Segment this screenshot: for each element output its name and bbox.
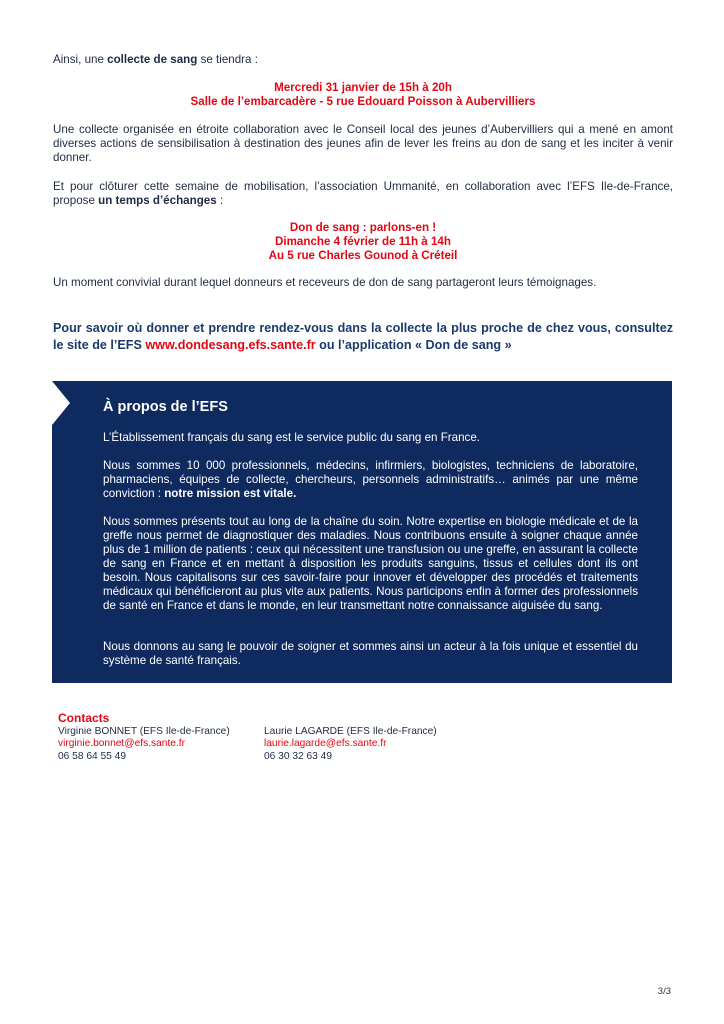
cta-text: Pour savoir où donner et prendre rendez-vous dans la collecte la plus proche de chez vous, consultez le site de l’EFS <box>53 321 673 352</box>
intro-suffix: se tiendra : <box>197 53 258 66</box>
contact-email[interactable]: virginie.bonnet@efs.sante.fr <box>58 738 186 750</box>
closing-suffix: : <box>216 194 224 207</box>
contact-card <box>58 726 230 763</box>
chevron-right-icon <box>52 381 70 425</box>
moment-paragraph: Un moment convivial durant lequel donneurs et receveurs de don de sang partageront leurs témoignages. <box>53 276 597 289</box>
contact-phone: 06 30 32 63 49 <box>264 750 332 762</box>
contact-email[interactable]: laurie.lagarde@efs.sante.fr <box>264 738 387 750</box>
about-efs-p1: L’Établissement français du sang est le service public du sang en France. <box>103 431 481 444</box>
about-efs-p2-text: Nous sommes 10 000 professionnels, médecins, infirmiers, biologistes, techniciens de laboratoire, pharmaciens, équipes de collecte, chercheurs, personnels administratifs… animés par une même conviction : <box>103 459 638 500</box>
event1-place: Salle de l’embarcadère - 5 rue Edouard Poisson à Aubervilliers <box>190 95 536 108</box>
contacts-title: Contacts <box>58 711 110 725</box>
page-number: 3/3 <box>657 986 671 997</box>
event2-title: Don de sang : parlons-en ! <box>289 221 437 234</box>
intro-bold: collecte de sang <box>107 53 198 66</box>
intro-prefix: Ainsi, une <box>53 53 108 66</box>
about-efs-p2 <box>103 459 638 501</box>
efs-website-link[interactable]: www.dondesang.efs.sante.fr <box>145 337 316 352</box>
contact-card <box>264 726 437 763</box>
about-efs-p2-bold: notre mission est vitale. <box>164 487 297 500</box>
cta-suffix: ou l’application « Don de sang » <box>315 337 512 352</box>
closing-paragraph <box>53 180 673 208</box>
contact-name: Virginie BONNET (EFS Ile-de-France) <box>58 726 230 737</box>
about-efs-p4: Nous donnons au sang le pouvoir de soigner et sommes ainsi un acteur à la fois unique et essentiel du système de santé français. <box>103 640 638 667</box>
contact-phone: 06 58 64 55 49 <box>58 750 126 762</box>
about-efs-title: À propos de l’EFS <box>103 399 228 415</box>
event2-date: Dimanche 4 février de 11h à 14h <box>275 235 451 248</box>
event1-block <box>53 81 673 109</box>
intro-line <box>53 53 673 67</box>
cta-paragraph <box>53 320 673 353</box>
event2-place: Au 5 rue Charles Gounod à Créteil <box>268 249 458 262</box>
about-efs-p3: Nous sommes présents tout au long de la chaîne du soin. Notre expertise en biologie médicale et de la greffe nous permet de diagnostiquer des maladies. Nous contribuons ensuite à soigner chaque année plus de 1 million de patients : ceux qui nécessitent une transfusion ou une greffe, en assurant la collecte de sang en France et en mettant à disposition les produits sanguins, tissus et cellules dont ils ont besoin. Nous capitalisons sur ces savoir-faire pour innover et développer des procédés et traitements médicaux qui bénéficieront au plus vite aux patients. Nous participons enfin à former des professionnels de santé en France et dans le monde, en leur transmettant notre connaissance aiguisée du sang. <box>103 515 638 612</box>
event2-block <box>53 221 673 263</box>
closing-bold: un temps d’échanges <box>98 194 217 207</box>
contact-name: Laurie LAGARDE (EFS Ile-de-France) <box>264 726 437 737</box>
collab-paragraph: Une collecte organisée en étroite collaboration avec le Conseil local des jeunes d’Aubervilliers qui a mené en amont diverses actions de sensibilisation à destination des jeunes afin de lever les freins au don de sang et les inciter à venir donner. <box>53 123 673 164</box>
closing-text: Et pour clôturer cette semaine de mobilisation, l’association Ummanité, en collaboration avec l’EFS Ile-de-France, propose <box>53 180 673 207</box>
event1-date: Mercredi 31 janvier de 15h à 20h <box>274 81 452 94</box>
